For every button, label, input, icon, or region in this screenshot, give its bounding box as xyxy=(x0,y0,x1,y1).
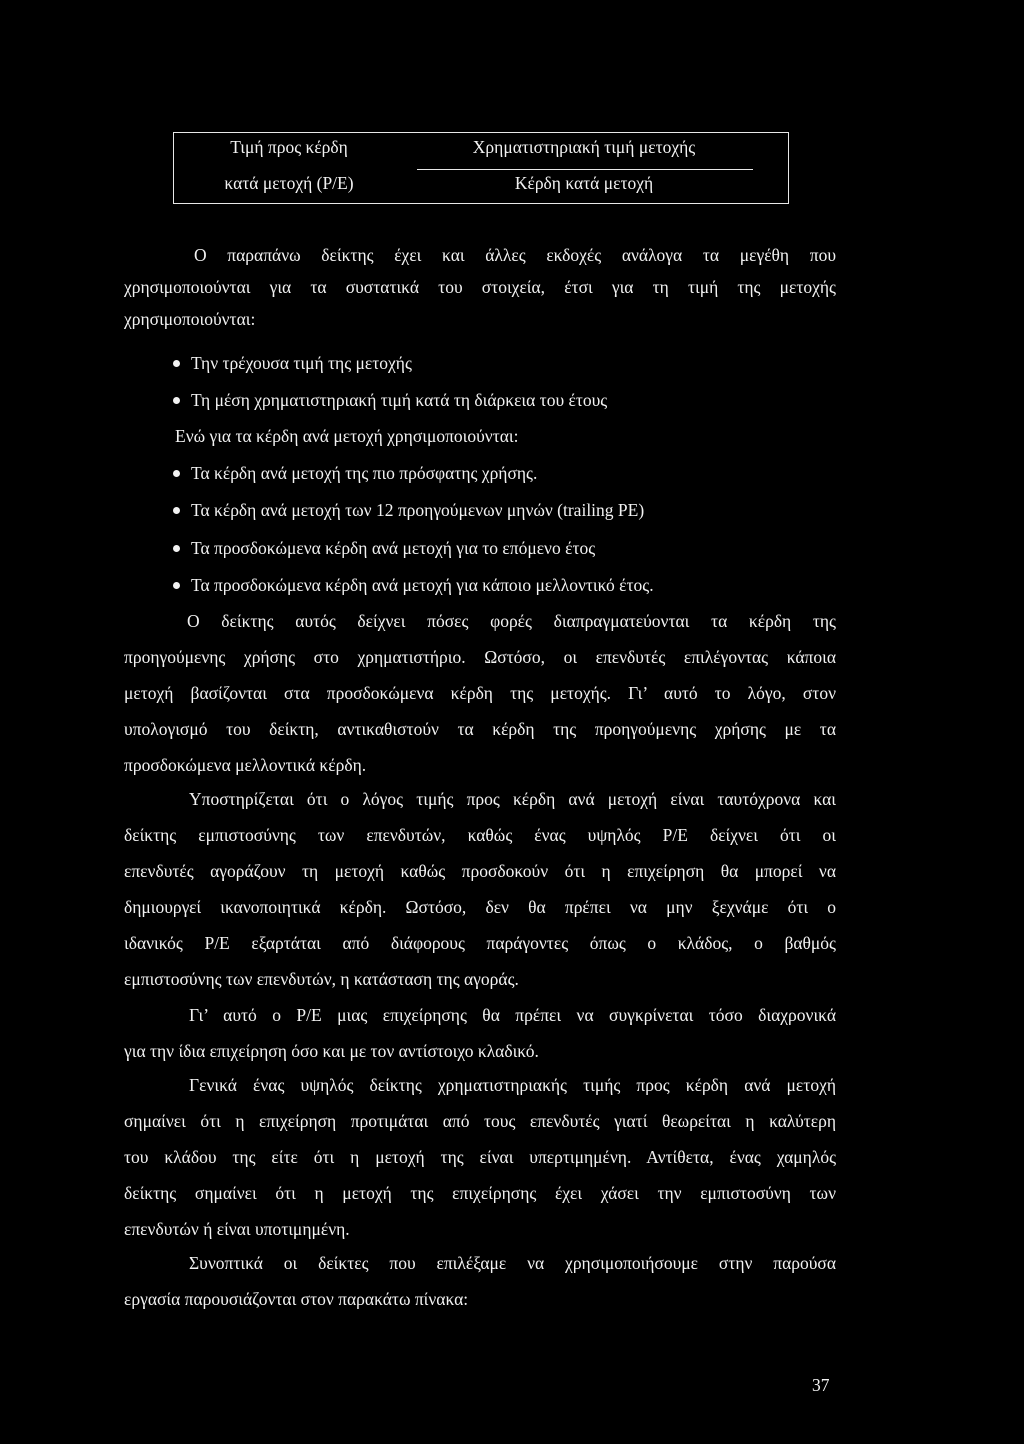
paragraph-explanation: Ο δείκτης αυτός δείχνει πόσες φορές διαπραγματεύονται τα κέρδη της προηγούμενης χρήσης στο χρηματιστήριο. Ωστόσο, οι επενδυτές επιλέγοντας κάποια μετοχή βασίζονται στα προσδοκώμενα κέρδη της μετοχής. Γι’ αυτό το λόγο, στον υπολογισμό του δείκτη, αντικαθιστούν τα κέρδη της προηγούμενης χρήσης με τα προσδοκώμενα μελλοντικά κέρδη. xyxy=(124,611,836,775)
bullet-dot xyxy=(173,360,180,367)
bullet-dot xyxy=(173,507,180,514)
formula-numerator: Χρηματιστηριακή τιμή μετοχής xyxy=(472,137,696,157)
bullet-dot xyxy=(173,545,180,552)
paragraph-variants: Ο παραπάνω δείκτης έχει και άλλες εκδοχές ανάλογα τα μεγέθη που χρησιμοποιούνται για τα συστατικά του στοιχεία, έτσι για τη τιμή της μετοχής χρησιμοποιούνται: xyxy=(124,245,836,329)
paragraph-comparison: Γι’ αυτό ο P/E μιας επιχείρησης θα πρέπει να συγκρίνεται τόσο διαχρονικά για την ίδια επιχείρηση όσο και με τον αντίστοιχο κλαδικό. xyxy=(124,1005,836,1061)
formula-label-line1: Τιμή προς κέρδη xyxy=(230,137,348,157)
bullet-dot xyxy=(173,397,180,404)
bullet-next-year-earnings: Τα προσδοκώμενα κέρδη ανά μετοχή για το επόμενο έτος xyxy=(191,538,596,558)
formula-label-line2: κατά μετοχή (P/E) xyxy=(224,173,354,193)
formula-denominator: Κέρδη κατά μετοχή xyxy=(514,173,654,193)
paragraph-confidence: Υποστηρίζεται ότι ο λόγος τιμής προς κέρδη ανά μετοχή είναι ταυτόχρονα και δείκτης εμπιστοσύνης των επενδυτών, καθώς ένας υψηλός P/E δείχνει ότι οι επενδυτές αγοράζουν τη μετοχή καθώς προσδοκούν ότι η επιχείρηση θα μπορεί να δημιουργεί ικανοποιητικά κέρδη. Ωστόσο, δεν θα πρέπει να μην ξεχνάμε ότι ο ιδανικός P/E εξαρτάται από διάφορους παράγοντες όπως ο κλάδος, ο βαθμός εμπιστοσύνης των επενδυτών, η κατάσταση της αγοράς. xyxy=(124,789,836,989)
page-number: 37 xyxy=(812,1375,830,1395)
pe-formula-box xyxy=(173,132,789,204)
paragraph-summary: Συνοπτικά οι δείκτες που επιλέξαμε να χρησιμοποιήσουμε στην παρούσα εργασία παρουσιάζονται στον παρακάτω πίνακα: xyxy=(124,1253,836,1309)
bullet-current-price: Την τρέχουσα τιμή της μετοχής xyxy=(191,353,412,373)
fraction-bar xyxy=(417,169,753,170)
bullet-recent-earnings: Τα κέρδη ανά μετοχή της πιο πρόσφατης χρήσης. xyxy=(191,463,538,483)
earnings-intro: Ενώ για τα κέρδη ανά μετοχή χρησιμοποιούνται: xyxy=(175,426,519,446)
paragraph-interpretation: Γενικά ένας υψηλός δείκτης χρηματιστηριακής τιμής προς κέρδη ανά μετοχή σημαίνει ότι η επιχείρηση προτιμάται από τους επενδυτές γιατί θεωρείται η καλύτερη του κλάδου της είτε ότι η μετοχή της είναι υπερτιμημένη. Αντίθετα, ένας χαμηλός δείκτης σημαίνει ότι η μετοχή της επιχείρησης έχει χάσει την εμπιστοσύνη των επενδυτών ή είναι υποτιμημένη. xyxy=(124,1075,836,1239)
bullet-dot xyxy=(173,470,180,477)
bullet-dot xyxy=(173,582,180,589)
bullet-trailing-earnings: Τα κέρδη ανά μετοχή των 12 προηγούμενων μηνών (trailing PE) xyxy=(191,500,645,520)
bullet-future-earnings: Τα προσδοκώμενα κέρδη ανά μετοχή για κάποιο μελλοντικό έτος. xyxy=(191,575,654,595)
bullet-average-price: Τη μέση χρηματιστηριακή τιμή κατά τη διάρκεια του έτους xyxy=(191,390,608,410)
